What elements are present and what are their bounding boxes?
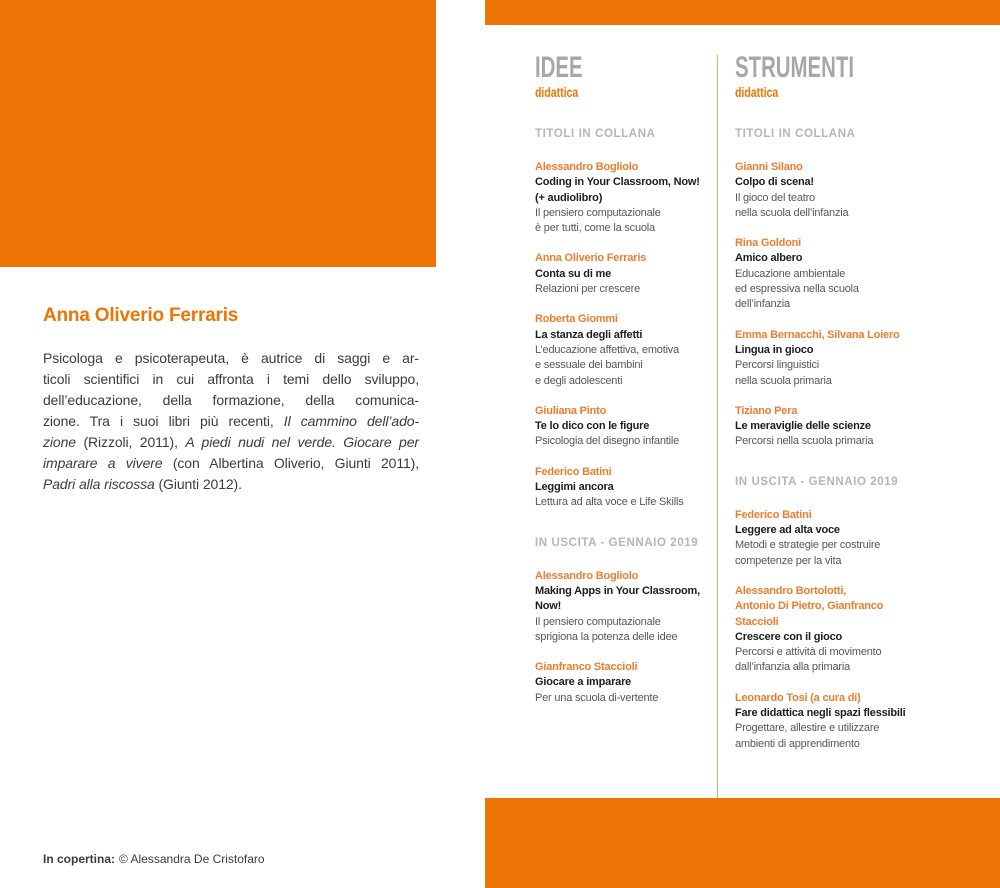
book-subtitle-line: e degli adolescenti [535, 374, 623, 387]
section-heading: IN USCITA - GENNAIO 2019 [535, 536, 699, 549]
bio-text: ticoli scientifici in cui affronta i temi dello sviluppo, [43, 371, 419, 387]
author-bio [43, 348, 419, 495]
book-subtitle-line: Metodi e strategie per costruire [735, 539, 881, 552]
book-title-line: Te lo dico con le figure [535, 420, 650, 433]
section-heading: IN USCITA - GENNAIO 2019 [735, 475, 899, 488]
bio-line [43, 411, 419, 432]
column-divider [717, 55, 718, 798]
book-title-line: Leggimi ancora [535, 481, 614, 494]
book-author-line: Gianfranco Staccioli [535, 661, 638, 674]
book-subtitle-line: Relazioni per crescere [535, 283, 641, 296]
book-subtitle-line: Percorsi nella scuola primaria [735, 435, 874, 448]
book-entry [535, 569, 713, 645]
bio-text: Psicologa e psicoterapeuta, è autrice di saggi e ar- [43, 350, 419, 366]
book-subtitle-line: Educazione ambientale [735, 267, 846, 280]
bio-text: (Rizzoli, 2011), [75, 434, 186, 450]
book-author-line: Federico Batini [535, 465, 612, 478]
book-subtitle-line: nella scuola dell’infanzia [735, 206, 849, 219]
book-entry [535, 160, 713, 236]
book-subtitle-line: ed espressiva nella scuola [735, 283, 859, 296]
book-title-line: Lingua in gioco [735, 343, 814, 356]
book-author-line: Staccioli [735, 615, 779, 628]
book-subtitle-line: Il pensiero computazionale [535, 615, 661, 628]
bio-text: (Giunti 2012). [154, 476, 242, 492]
bio-book-title: A piedi nudi nel verde. Giocare per [185, 434, 419, 450]
book-entry [735, 328, 963, 389]
book-entry [735, 236, 963, 312]
book-author-line: Giuliana Pinto [535, 404, 607, 417]
cover-credit-label: In copertina: [43, 852, 116, 866]
section-heading: TITOLI IN COLLANA [535, 128, 656, 140]
book-entry [535, 251, 713, 297]
book-title-line: Fare didattica negli spazi flessibili [735, 707, 906, 720]
book-author-line: Antonio Di Pietro, Gianfranco [735, 600, 884, 613]
bio-line [43, 432, 419, 453]
book-title-line: Crescere con il gioco [735, 630, 843, 643]
bio-text: dell’educazione, della formazione, della comunica- [43, 392, 419, 408]
book-subtitle-line: competenze per la vita [735, 554, 842, 567]
book-subtitle-line: sprigiona la potenza delle idee [535, 630, 678, 643]
bio-line [43, 369, 419, 390]
book-entry [735, 691, 963, 752]
cover-credit-text: © Alessandra De Cristofaro [119, 852, 265, 866]
book-subtitle-line: L’educazione affettiva, emotiva [535, 343, 680, 356]
book-author-line: Alessandro Bogliolo [535, 569, 639, 582]
book-author-line: Alessandro Bortolotti, [735, 584, 847, 597]
book-author-line: Leonardo Tosi (a cura di) [735, 691, 861, 704]
book-entry [735, 404, 963, 450]
series-subtitle: didattica [735, 84, 779, 100]
book-title-line: Leggere ad alta voce [735, 524, 840, 537]
book-title-line: Coding in Your Classroom, Now! [535, 176, 700, 189]
book-subtitle-line: Per una scuola di-vertente [535, 691, 659, 704]
book-author-line: Gianni Silano [735, 161, 803, 173]
book-subtitle-line: Il pensiero computazionale [535, 206, 661, 219]
bio-book-title: zione [43, 434, 76, 450]
series-title: IDEE [535, 51, 583, 84]
book-title-line: Giocare a imparare [535, 676, 632, 689]
book-subtitle-line: dell’infanzia [735, 298, 790, 311]
book-title-line: Amico albero [735, 252, 803, 265]
book-subtitle-line: e sessuale dei bambini [535, 359, 643, 372]
book-author-line: Roberta Giommi [535, 313, 618, 326]
series-subtitle: didattica [535, 84, 579, 100]
section-heading: TITOLI IN COLLANA [735, 128, 856, 140]
book-subtitle-line: Percorsi e attività di movimento [735, 646, 882, 659]
book-subtitle-line: nella scuola primaria [735, 374, 832, 387]
book-entry [535, 404, 713, 450]
book-author-line: Emma Bernacchi, Silvana Loiero [735, 328, 900, 341]
book-subtitle-line: Progettare, allestire e utilizzare [735, 722, 880, 735]
series-title: STRUMENTI [735, 51, 854, 84]
book-subtitle-line: Percorsi linguistici [735, 359, 820, 372]
top-orange-bar [485, 0, 1000, 25]
bio-book-title: Padri alla riscossa [43, 476, 155, 492]
cover-color-block [0, 0, 436, 267]
book-title-line: Making Apps in Your Classroom, [535, 584, 700, 597]
bio-line [43, 348, 419, 369]
bio-book-title: imparare a vivere [43, 455, 163, 471]
book-title-line: (+ audiolibro) [535, 191, 603, 204]
book-subtitle-line: è per tutti, come la scuola [535, 222, 655, 235]
book-entry [535, 660, 713, 706]
book-title-line: Now! [535, 600, 562, 613]
book-entry [735, 160, 963, 221]
book-title-line: La stanza degli affetti [535, 328, 643, 341]
book-entry [535, 312, 713, 388]
book-title-line: Colpo di scena! [735, 176, 814, 189]
book-entry [735, 508, 963, 569]
book-author-line: Tiziano Pera [735, 404, 798, 417]
book-entry [535, 465, 713, 511]
author-panel [43, 305, 419, 495]
book-author-line: Rina Goldoni [735, 237, 802, 250]
book-entry [735, 584, 963, 676]
bio-line [43, 390, 419, 411]
book-subtitle-line: Psicologia del disegno infantile [535, 435, 680, 448]
book-title-line: Conta su di me [535, 267, 612, 280]
bio-book-title: Il cammino dell’ado- [283, 413, 420, 429]
bio-line [43, 474, 419, 495]
bottom-orange-bar [485, 798, 1000, 888]
series-column-strumenti [735, 51, 963, 767]
series-column-idee [535, 51, 713, 721]
cover-credit [43, 852, 265, 866]
book-author-line: Anna Oliverio Ferraris [535, 252, 647, 265]
book-title-line: Le meraviglie delle scienze [735, 420, 871, 433]
bio-text: zione. Tra i suoi libri più recenti, [43, 413, 284, 429]
book-author-line: Federico Batini [735, 508, 812, 521]
book-subtitle-line: dall’infanzia alla primaria [735, 661, 851, 674]
author-name: Anna Oliverio Ferraris [43, 305, 239, 326]
bio-text: (con Albertina Oliverio, Giunti 2011), [162, 455, 420, 471]
book-subtitle-line: Lettura ad alta voce e Life Skills [535, 496, 684, 509]
book-subtitle-line: Il gioco del teatro [735, 191, 815, 204]
book-author-line: Alessandro Bogliolo [535, 161, 639, 173]
book-subtitle-line: ambienti di apprendimento [735, 737, 860, 750]
bio-line [43, 453, 419, 474]
